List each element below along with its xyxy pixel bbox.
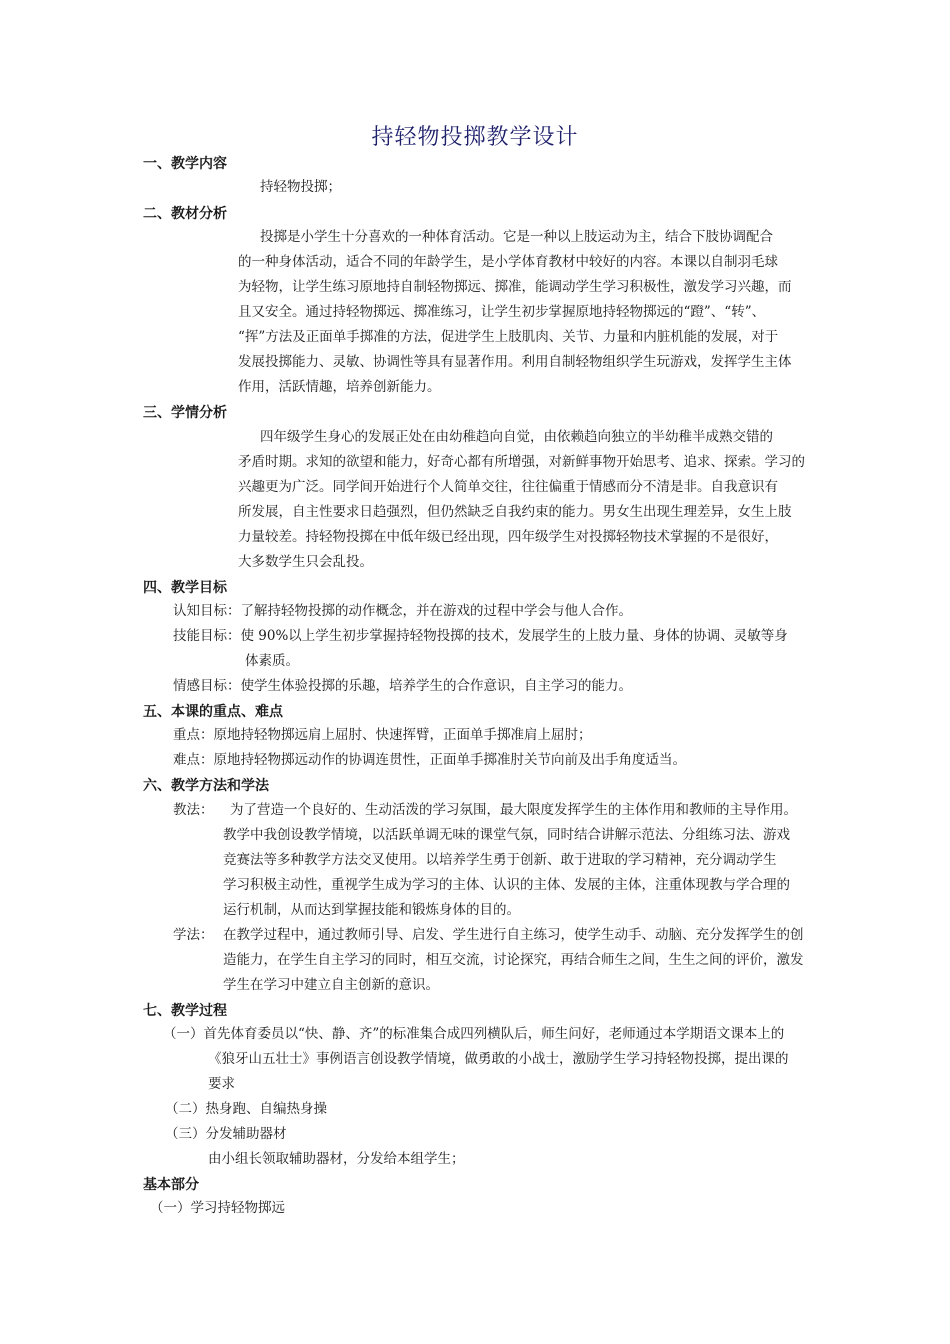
section-heading-process: 七、教学过程	[143, 1003, 227, 1019]
content-text: 持轻物投掷；	[260, 179, 341, 195]
paragraph-line: 在教学过程中，通过教师引导、启发、学生进行自主练习，使学生动手、动脑、充分发挥学生的创	[223, 927, 804, 943]
section-heading-key-points: 五、本课的重点、难点	[143, 704, 283, 720]
difficulty-point: 难点：原地持轻物掷远动作的协调连贯性，正面单手掷准肘关节向前及出手角度适当。	[173, 752, 686, 768]
paragraph-line: “挥”方法及正面单手掷准的方法，促进学生上肢肌肉、关节、力量和内脏机能的发展，对于	[238, 329, 779, 345]
paragraph-line: 四年级学生身心的发展正处在由幼稚趋向自觉，由依赖趋向独立的半幼稚半成熟交错的	[260, 429, 773, 445]
goal-skill-continued: 体素质。	[245, 653, 299, 669]
section-heading-content: 一、教学内容	[143, 156, 227, 172]
section-heading-material: 二、教材分析	[143, 206, 227, 222]
goal-cognitive: 认知目标：了解持轻物投掷的动作概念，并在游戏的过程中学会与他人合作。	[173, 603, 632, 619]
process-step-3: （三）分发辅助器材	[165, 1126, 287, 1142]
process-step-2: （二）热身跑、自编热身操	[165, 1101, 327, 1117]
paragraph-line: 矛盾时期。求知的欲望和能力，好奇心都有所增强，对新鲜事物开始思考、追求、探索。学习的	[238, 454, 805, 470]
section-heading-students: 三、学情分析	[143, 405, 227, 421]
goal-skill: 技能目标：使 90%以上学生初步掌握持轻物投掷的技术，发展学生的上肢力量、身体的协调、灵敏等身	[173, 628, 788, 644]
paragraph-line: 运行机制，从而达到掌握技能和锻炼身体的目的。	[223, 902, 520, 918]
paragraph-line: 为了营造一个良好的、生动活泼的学习氛围，最大限度发挥学生的主体作用和教师的主导作用。	[230, 802, 797, 818]
paragraph-line: 力量较差。持轻物投掷在中低年级已经出现，四年级学生对投掷轻物技术掌握的不是很好，	[238, 529, 778, 545]
paragraph-line: 的一种身体活动，适合不同的年龄学生，是小学体育教材中较好的内容。本课以自制羽毛球	[238, 254, 778, 270]
process-step-3-detail: 由小组长领取辅助器材，分发给本组学生；	[208, 1151, 465, 1167]
section-heading-basic: 基本部分	[143, 1177, 199, 1193]
paragraph-line: 作用，活跃情趣，培养创新能力。	[238, 379, 441, 395]
paragraph-line: 教学中我创设教学情境，以活跃单调无味的课堂气氛，同时结合讲解示范法、分组练习法、游戏	[223, 827, 790, 843]
paragraph-line: 所发展，自主性要求日趋强烈，但仍然缺乏自我约束的能力。男女生出现生理差异，女生上肢	[238, 504, 792, 520]
learning-method-label: 学法：	[173, 927, 214, 943]
paragraph-line: 《狼牙山五壮士》事例语言创设教学情境，做勇敢的小战士，激励学生学习持轻物投掷，提出课的	[208, 1051, 789, 1067]
section-heading-methods: 六、教学方法和学法	[143, 778, 269, 794]
process-step-1: （一）首先体育委员以“快、静、齐”的标准集合成四列横队后，师生问好，老师通过本学期语文课本上的	[163, 1026, 785, 1042]
paragraph-line: 大多数学生只会乱投。	[238, 554, 373, 570]
paragraph-line: 投掷是小学生十分喜欢的一种体育活动。它是一种以上肢运动为主，结合下肢协调配合	[260, 229, 773, 245]
paragraph-line: 要求	[208, 1076, 235, 1092]
paragraph-line: 为轻物，让学生练习原地持自制轻物掷远、掷准，能调动学生学习积极性，激发学习兴趣，而	[238, 279, 792, 295]
key-point: 重点：原地持轻物掷远肩上屈肘、快速挥臂，正面单手掷准肩上屈肘；	[173, 727, 592, 743]
page-title: 持轻物投掷教学设计	[371, 125, 579, 150]
goal-emotion: 情感目标：使学生体验投掷的乐趣，培养学生的合作意识，自主学习的能力。	[173, 678, 632, 694]
paragraph-line: 竞赛法等多种教学方法交叉使用。以培养学生勇于创新、敢于进取的学习精神，充分调动学生	[223, 852, 777, 868]
paragraph-line: 兴趣更为广泛。同学间开始进行个人简单交往，往往偏重于情感而分不清是非。自我意识有	[238, 479, 778, 495]
section-heading-goals: 四、教学目标	[143, 580, 227, 596]
paragraph-line: 造能力，在学生自主学习的同时，相互交流，讨论探究，再结合师生之间，生生之间的评价，激发	[223, 952, 804, 968]
paragraph-line: 学习积极主动性，重视学生成为学习的主体、认识的主体、发展的主体，注重体现教与学合理的	[223, 877, 790, 893]
paragraph-line: 发展投掷能力、灵敏、协调性等具有显著作用。利用自制轻物组织学生玩游戏，发挥学生主体	[238, 354, 792, 370]
paragraph-line: 学生在学习中建立自主创新的意识。	[223, 977, 439, 993]
paragraph-line: 且又安全。通过持轻物掷远、掷准练习，让学生初步掌握原地持轻物掷远的“蹬”、“转”、	[238, 304, 766, 320]
basic-step-1: （一）学习持轻物掷远	[150, 1200, 285, 1216]
teaching-method-label: 教法：	[173, 802, 214, 818]
